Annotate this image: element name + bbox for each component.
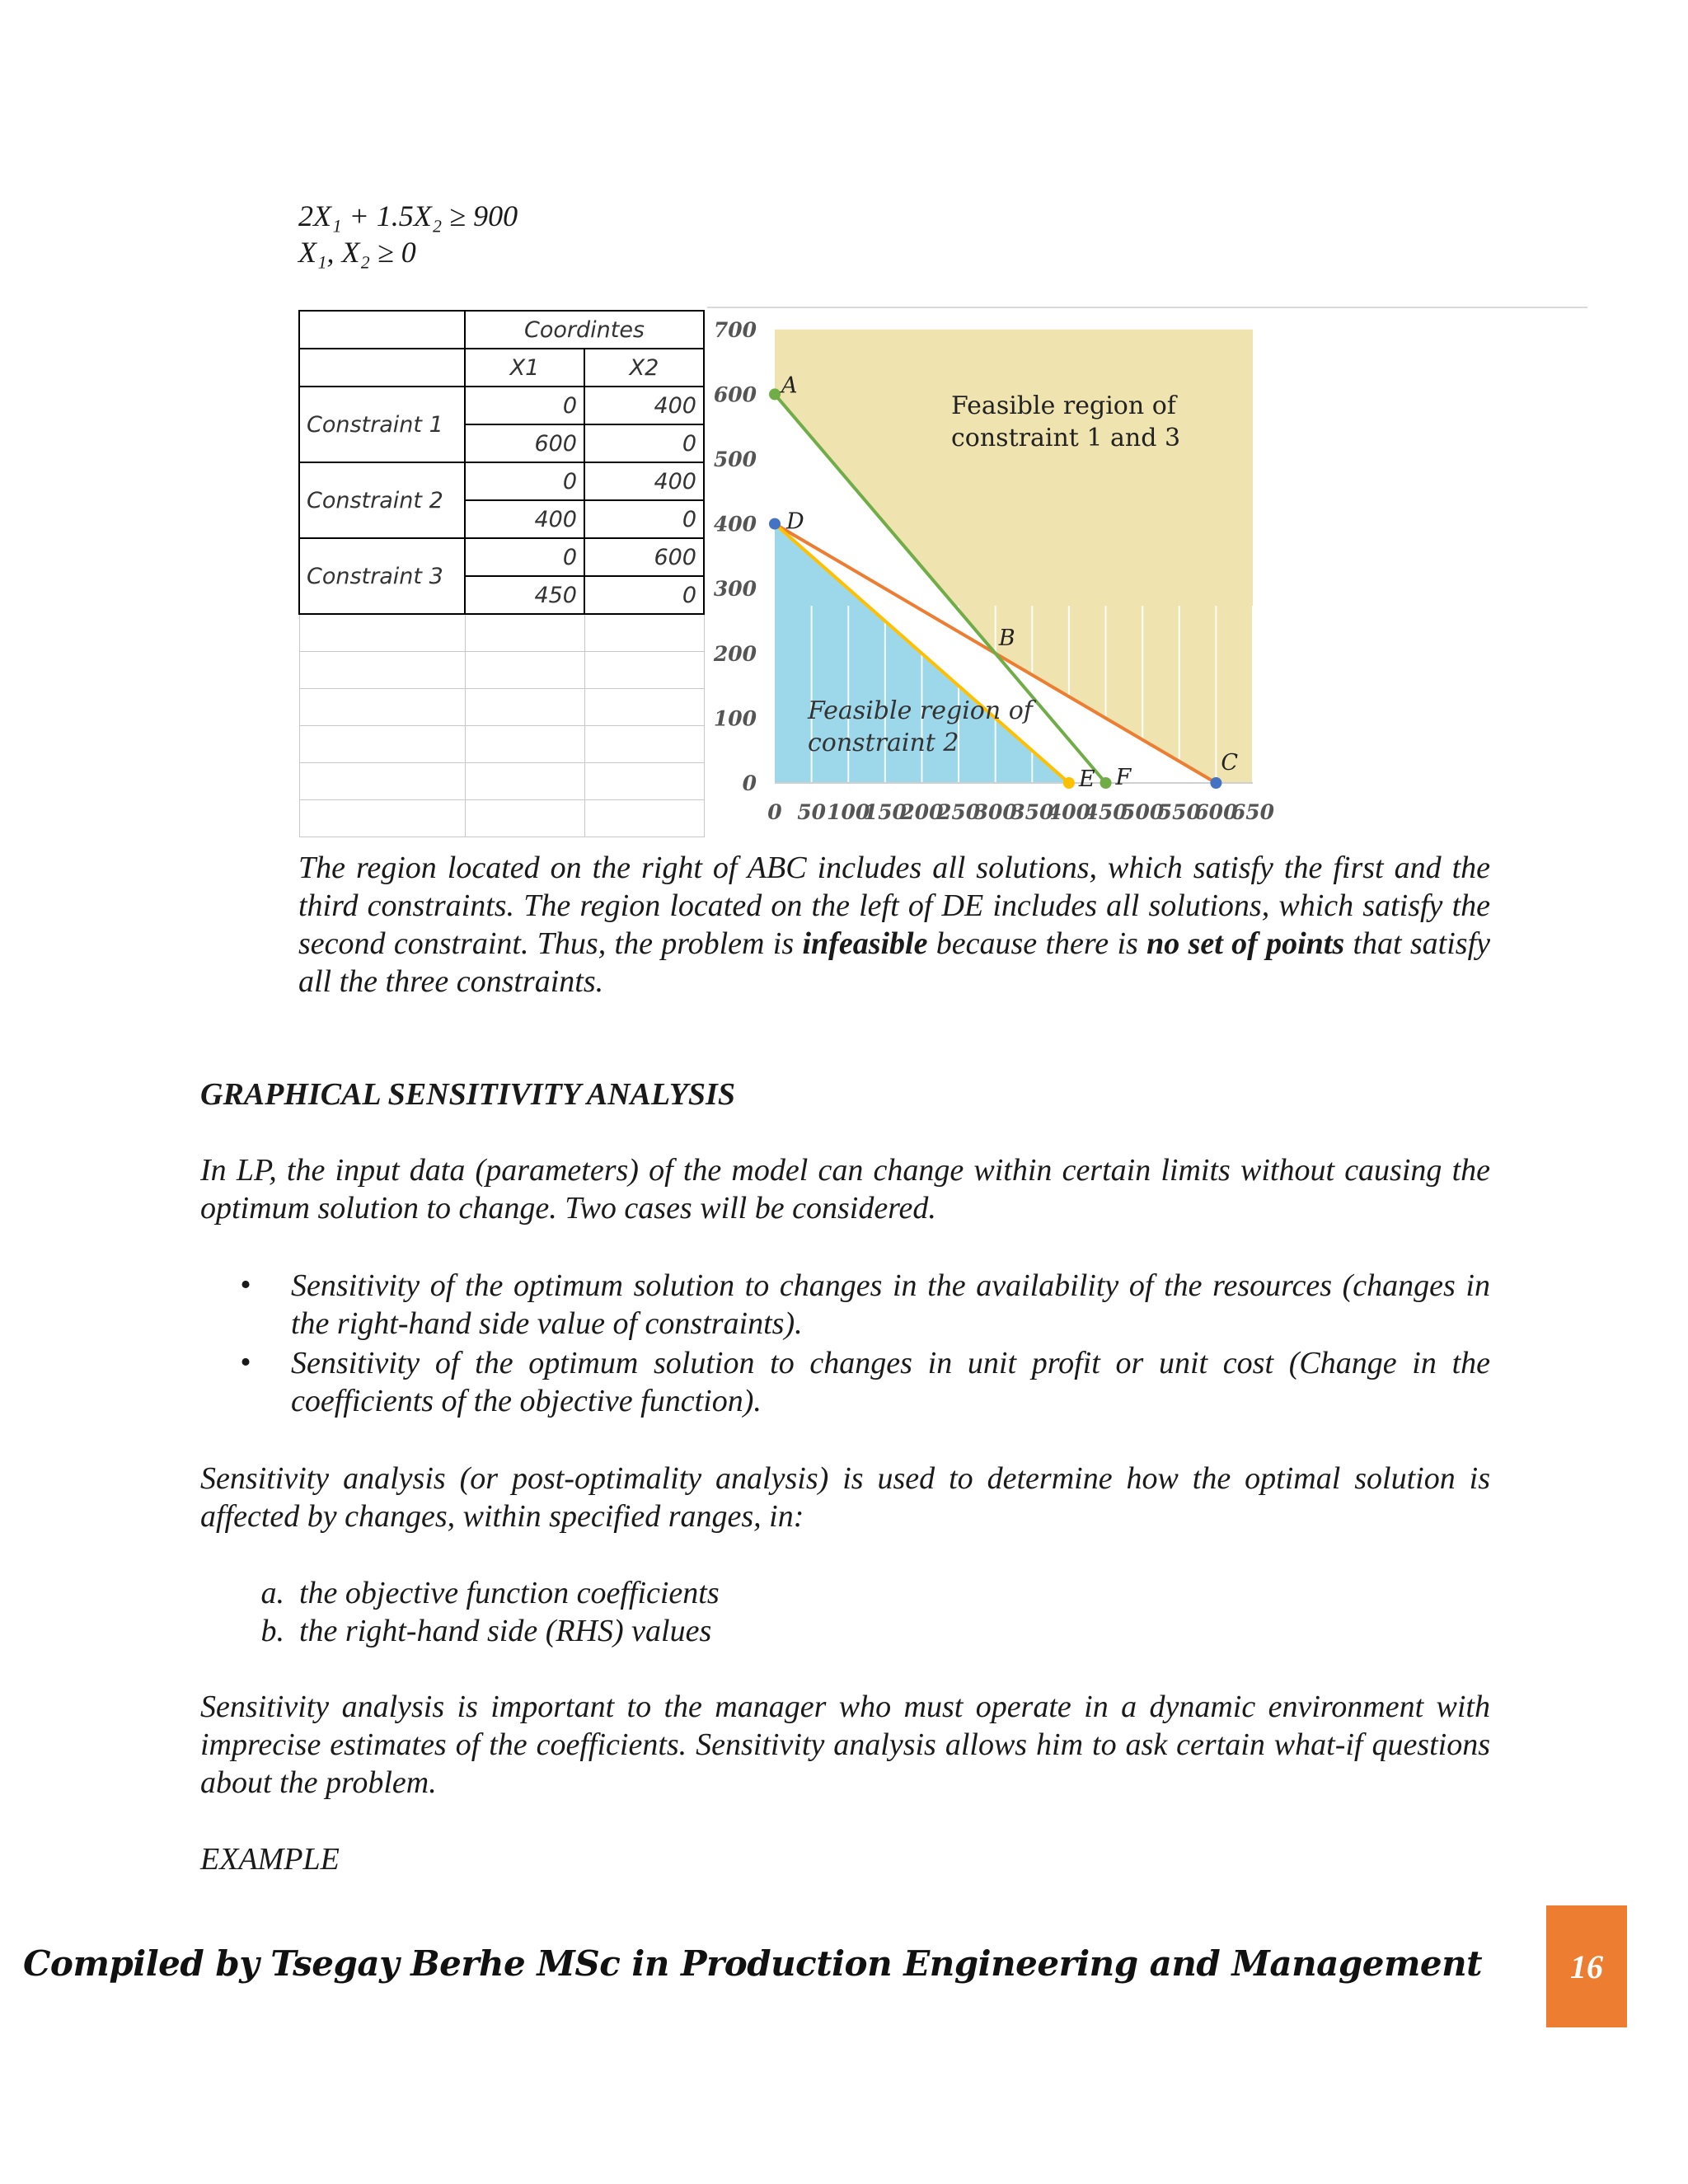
- point-label: A: [781, 373, 798, 399]
- empty-cell: [584, 652, 704, 689]
- table-cell: 400: [584, 462, 704, 500]
- constraint-2-label: Constraint 2: [299, 462, 465, 538]
- table-header-x1: X1: [465, 349, 584, 387]
- table-cell: 600: [584, 538, 704, 576]
- empty-cell: [465, 763, 584, 800]
- coordinates-table: [298, 310, 705, 837]
- x-tick-label: 100: [827, 800, 870, 824]
- explanation-text-2: because there is: [927, 926, 1147, 961]
- empty-cell: [584, 689, 704, 726]
- bullet-text: Sensitivity of the optimum solution to changes in unit profit or unit cost (Change in the coefficients of the objective function).: [291, 1346, 1490, 1418]
- point-label: B: [998, 625, 1015, 651]
- y-tick-label: 200: [713, 641, 757, 666]
- bullet-text: Sensitivity of the optimum solution to changes in the availability of the resources (changes in the right-hand side value of constraints).: [291, 1268, 1490, 1341]
- bullet-icon: •: [240, 1268, 251, 1302]
- constraint-1-label: Constraint 1: [299, 387, 465, 462]
- bullet-list: [200, 1267, 1490, 1420]
- table-cell: 450: [465, 576, 584, 614]
- list-item: [200, 1574, 1490, 1612]
- point-label: E: [1078, 766, 1095, 792]
- empty-cell: [299, 652, 465, 689]
- empty-cell: [299, 614, 465, 652]
- point-label: F: [1115, 765, 1132, 790]
- empty-cell: [584, 614, 704, 652]
- region-1-3-label-line2: constraint 1 and 3: [951, 424, 1181, 452]
- table-cell: 400: [584, 387, 704, 424]
- corner-point-dot: [1063, 777, 1075, 789]
- empty-cell: [299, 763, 465, 800]
- empty-cell: [584, 800, 704, 837]
- table-cell: 0: [465, 387, 584, 424]
- y-tick-label: 600: [713, 382, 757, 407]
- table-cell: 600: [465, 424, 584, 462]
- corner-point-dot: [769, 388, 781, 400]
- empty-cell: [465, 800, 584, 837]
- list-item: [200, 1612, 1490, 1650]
- empty-cell: [584, 763, 704, 800]
- empty-cell: [299, 800, 465, 837]
- x-tick-label: 500: [1121, 800, 1165, 824]
- table-cell: 0: [465, 538, 584, 576]
- equation-line-2: X₁, X₂ ≥ 0: [298, 236, 416, 269]
- corner-point-dot: [1100, 777, 1112, 789]
- region-1-3-label-line1: Feasible region of: [951, 391, 1176, 420]
- page-number: 16: [1546, 1905, 1627, 2027]
- y-tick-label: 700: [713, 317, 757, 342]
- table-header-x2: X2: [584, 349, 704, 387]
- example-label: EXAMPLE: [200, 1842, 340, 1877]
- y-axis-ticks: [713, 318, 757, 795]
- explanation-bold-no-points: no set of points: [1146, 926, 1345, 961]
- table-cell: 0: [584, 576, 704, 614]
- coordinates-table-wrapper: [298, 310, 705, 837]
- list-text: the right-hand side (RHS) values: [299, 1614, 712, 1648]
- x-tick-label: 300: [973, 800, 1017, 824]
- x-axis-ticks: [767, 800, 1274, 824]
- y-tick-label: 500: [713, 448, 757, 471]
- x-tick-label: 350: [1010, 800, 1054, 824]
- x-tick-label: 400: [1047, 800, 1091, 824]
- feasible-region-chart: [707, 307, 1587, 842]
- intro-paragraph: In LP, the input data (parameters) of the model can change within certain limits without causing the optimum solution to change. Two cases will be considered.: [200, 1153, 1490, 1226]
- y-tick-label: 100: [713, 706, 757, 731]
- y-tick-label: 300: [713, 577, 757, 602]
- point-label: C: [1221, 750, 1239, 776]
- explanation-bold-infeasible: infeasible: [802, 926, 928, 961]
- table-group-header: Coordintes: [465, 311, 704, 349]
- x-tick-label: 200: [900, 800, 944, 824]
- empty-cell: [465, 726, 584, 763]
- list-text: the objective function coefficients: [299, 1576, 720, 1610]
- table-cell: 0: [584, 500, 704, 538]
- x-tick-label: 250: [936, 800, 981, 824]
- empty-cell: [299, 689, 465, 726]
- definition-paragraph: Sensitivity analysis (or post-optimality analysis) is used to determine how the optimal solution is affected by changes, within specified ranges, in:: [200, 1461, 1490, 1534]
- explanation-text-1: The region located on the right of ABC includes all solutions, which satisfy the first and the third constraints. The region located on the left of DE includes all solutions, which satisfy the second constraint. Thus, the problem is: [298, 851, 1490, 961]
- constraint-3-label: Constraint 3: [299, 538, 465, 614]
- x-tick-label: 50: [797, 800, 827, 824]
- list-marker: a.: [260, 1576, 284, 1610]
- table-blank-cell: [299, 349, 465, 387]
- region-2-label-line1: Feasible region of: [808, 696, 1033, 725]
- x-tick-label: 450: [1084, 800, 1128, 824]
- table-cell: 400: [465, 500, 584, 538]
- lettered-list: [200, 1574, 1490, 1650]
- table-cell: 0: [584, 424, 704, 462]
- x-tick-label: 550: [1157, 800, 1201, 824]
- x-tick-label: 600: [1194, 800, 1238, 824]
- x-tick-label: 650: [1231, 800, 1275, 824]
- empty-cell: [299, 726, 465, 763]
- x-tick-label: 0: [767, 800, 782, 824]
- equation-line-1: 2X₁ + 1.5X₂ ≥ 900: [298, 199, 518, 232]
- empty-cell: [465, 614, 584, 652]
- importance-paragraph: Sensitivity analysis is important to the manager who must operate in a dynamic environment with imprecise estimates of the coefficients. Sensitivity analysis allows him to ask certain what-if questions about the problem.: [200, 1690, 1490, 1800]
- list-marker: b.: [260, 1614, 284, 1648]
- corner-point-dot: [1210, 777, 1221, 789]
- table-corner-cell: [299, 311, 465, 349]
- empty-cell: [465, 689, 584, 726]
- region-2-label-line2: constraint 2: [808, 729, 959, 757]
- table-cell: 0: [465, 462, 584, 500]
- empty-cell: [465, 652, 584, 689]
- y-tick-label: 0: [742, 771, 757, 795]
- section-heading: GRAPHICAL SENSITIVITY ANALYSIS: [200, 1077, 735, 1112]
- footer-credit: Compiled by Tsegay Berhe MSc in Production Engineering and Management: [23, 1943, 1483, 1984]
- explanation-paragraph: [298, 849, 1490, 1001]
- empty-cell: [584, 726, 704, 763]
- bullet-icon: •: [240, 1345, 251, 1380]
- point-label: D: [786, 509, 804, 535]
- y-tick-label: 400: [713, 512, 757, 537]
- explanation-text-3: that satisfy all the three constraints.: [298, 926, 1491, 999]
- list-item: [200, 1344, 1490, 1420]
- list-item: [200, 1267, 1490, 1343]
- x-tick-label: 150: [863, 800, 907, 824]
- corner-point-dot: [769, 518, 781, 530]
